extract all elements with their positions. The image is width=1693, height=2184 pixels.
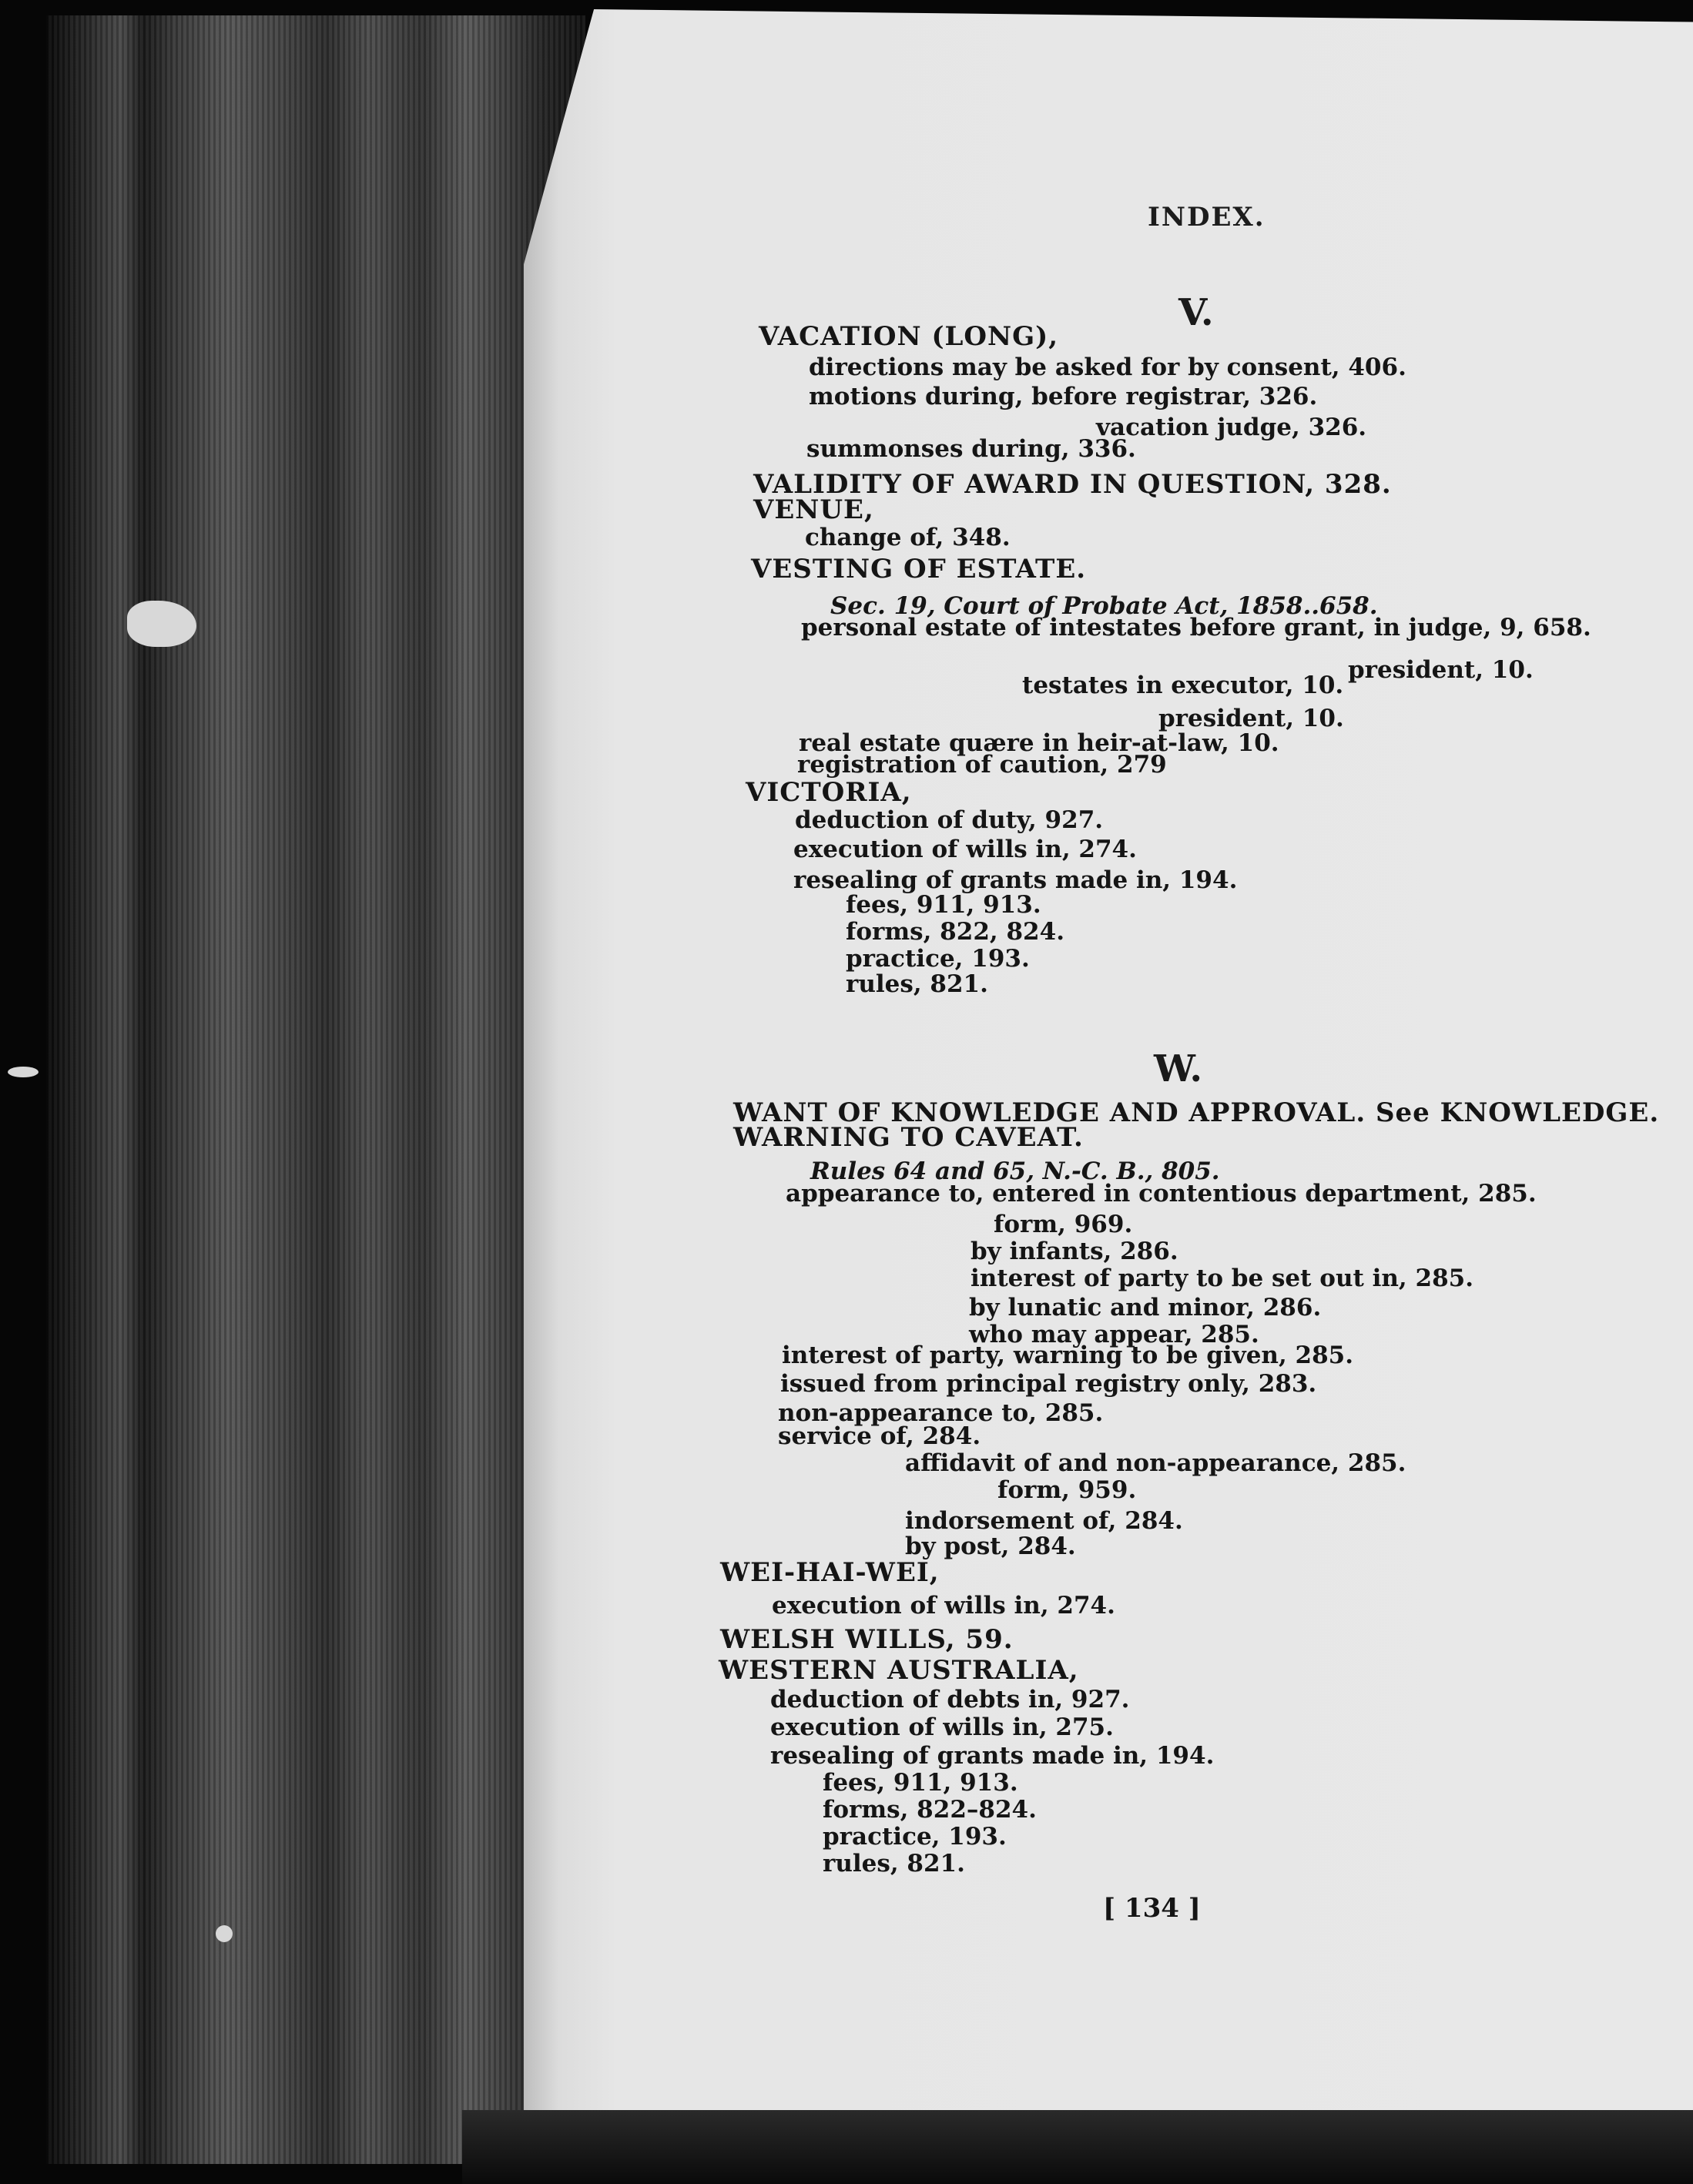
index-subentry: appearance to, entered in contentious department, 285. xyxy=(786,1180,1537,1208)
index-entry-heading: WESTERN AUSTRALIA, xyxy=(719,1655,1079,1686)
index-subentry: by infants, 286. xyxy=(971,1238,1178,1265)
book-fore-edge xyxy=(46,15,585,2164)
index-subentry: issued from principal registry only, 283. xyxy=(780,1370,1317,1398)
index-subentry: form, 969. xyxy=(994,1211,1133,1238)
index-subentry: president, 10. xyxy=(1348,656,1534,684)
running-head: INDEX. xyxy=(1148,202,1266,233)
index-subentry: non-appearance to, 285. xyxy=(778,1399,1104,1427)
index-subentry: real estate quære in heir-at-law, 10. xyxy=(799,729,1279,757)
index-subentry: change of, 348. xyxy=(805,524,1011,551)
index-subentry: personal estate of intestates before grant, in judge, 9, 658. xyxy=(801,614,1591,641)
index-subentry: fees, 911, 913. xyxy=(846,891,1041,919)
index-subentry: by post, 284. xyxy=(905,1532,1076,1560)
index-subentry: deduction of duty, 927. xyxy=(795,806,1104,834)
index-subentry: deduction of debts in, 927. xyxy=(770,1686,1130,1713)
index-subentry: execution of wills in, 274. xyxy=(772,1592,1115,1620)
index-page xyxy=(524,9,1693,2135)
index-entry-heading: WANT OF KNOWLEDGE AND APPROVAL. See KNOWLEDGE. xyxy=(733,1097,1660,1128)
index-subentry: indorsement of, 284. xyxy=(905,1507,1183,1535)
index-subentry: Rules 64 and 65, N.-C. B., 805. xyxy=(810,1157,1220,1185)
index-subentry: president, 10. xyxy=(1158,705,1344,732)
index-subentry: execution of wills in, 274. xyxy=(793,836,1137,863)
index-subentry: execution of wills in, 275. xyxy=(770,1713,1114,1741)
index-entry-heading: VICTORIA, xyxy=(746,777,912,808)
index-subentry: interest of party, warning to be given, 285. xyxy=(782,1342,1354,1369)
index-subentry: rules, 821. xyxy=(846,970,988,998)
index-entry-heading: VALIDITY OF AWARD IN QUESTION, 328. xyxy=(753,469,1392,500)
index-subentry: interest of party to be set out in, 285. xyxy=(971,1265,1473,1292)
index-subentry: fees, 911, 913. xyxy=(823,1769,1018,1797)
page-number: [ 134 ] xyxy=(1103,1893,1201,1924)
index-subentry: practice, 193. xyxy=(846,945,1030,973)
index-subentry: vacation judge, 326. xyxy=(1096,414,1367,441)
index-entry-heading: WARNING TO CAVEAT. xyxy=(733,1122,1084,1153)
index-subentry: registration of caution, 279 xyxy=(797,751,1167,779)
index-subentry: affidavit of and non-appearance, 285. xyxy=(905,1449,1406,1477)
paper-speck xyxy=(8,1067,39,1077)
page-bottom-shadow xyxy=(462,2110,1693,2184)
index-subentry: forms, 822, 824. xyxy=(846,918,1064,946)
index-subentry: summonses during, 336. xyxy=(806,435,1136,463)
index-subentry: by lunatic and minor, 286. xyxy=(969,1294,1322,1321)
section-letter-w: W. xyxy=(1154,1047,1203,1090)
index-entry-heading: WELSH WILLS, 59. xyxy=(720,1624,1014,1655)
index-subentry: rules, 821. xyxy=(823,1850,965,1878)
index-subentry: who may appear, 285. xyxy=(969,1321,1259,1348)
index-subentry: Sec. 19, Court of Probate Act, 1858..658. xyxy=(830,592,1378,620)
paper-speck xyxy=(216,1925,233,1942)
index-subentry: motions during, before registrar, 326. xyxy=(809,383,1318,410)
index-subentry: resealing of grants made in, 194. xyxy=(770,1742,1215,1770)
section-letter-v: V. xyxy=(1178,291,1214,334)
index-subentry: service of, 284. xyxy=(778,1422,981,1450)
index-entry-heading: VACATION (LONG), xyxy=(759,321,1059,352)
index-subentry: resealing of grants made in, 194. xyxy=(793,866,1238,894)
index-subentry: practice, 193. xyxy=(823,1823,1007,1851)
index-subentry: form, 959. xyxy=(997,1476,1137,1504)
index-entry-heading: WEI-HAI-WEI, xyxy=(720,1557,940,1588)
index-subentry: testates in executor, 10. xyxy=(1022,672,1344,699)
index-subentry: forms, 822–824. xyxy=(823,1796,1037,1824)
index-entry-heading: VENUE, xyxy=(753,494,874,525)
index-entry-heading: VESTING OF ESTATE. xyxy=(751,554,1087,585)
index-subentry: directions may be asked for by consent, 406. xyxy=(809,353,1406,381)
